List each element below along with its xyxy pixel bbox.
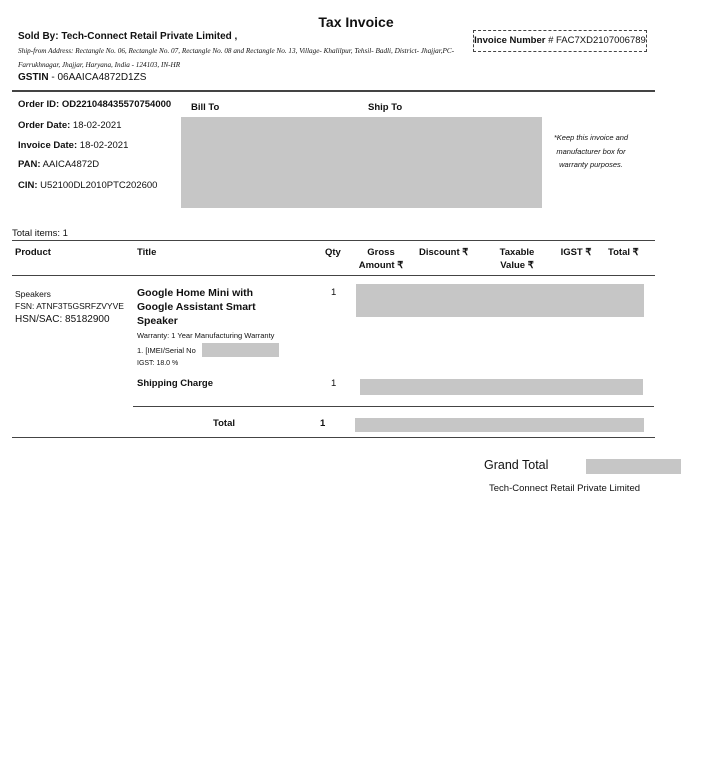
product-title: Google Home Mini with Google Assistant Smart Speaker [137,287,256,327]
col-gross-amount: Gross Amount ₹ [358,247,404,271]
order-id [18,99,171,110]
gstin-label: GSTIN [18,72,49,83]
gstin-value: - 06AAICA4872D1ZS [48,72,147,83]
shipping-amounts-redacted [360,379,643,395]
ship-to-label: Ship To [368,102,403,113]
table-top-rule [12,240,655,241]
order-id-label: Order ID: [18,99,60,110]
total-qty: 1 [320,418,326,429]
table-bottom-rule [12,437,655,438]
address-redacted-block [181,117,542,208]
col-taxable-value: Taxable Value ₹ [499,247,535,271]
product-imei: 1. [IMEI/Serial No [137,346,196,355]
order-date-label: Order Date: [18,120,71,131]
shipping-qty: 1 [331,378,337,389]
warranty-note: *Keep this invoice and manufacturer box for warranty purposes. [553,133,629,169]
cin-label: CIN: [18,180,38,191]
shipping-label: Shipping Charge [137,378,213,389]
company-signature-name: Tech-Connect Retail Private Limited [489,483,641,494]
gstin [18,72,146,83]
product-cell [15,288,124,328]
pan-value: AAICA4872D [42,159,100,170]
grand-total-label: Grand Total [484,458,549,472]
cin-value: U52100DL2010PTC202600 [40,180,158,191]
header-bottom-rule [12,275,655,276]
grand-total-redacted [586,459,681,474]
pan [18,159,99,170]
col-total: Total ₹ [608,247,639,258]
invoice-date-value: 18-02-2021 [79,140,129,151]
product-fsn: FSN: ATNF3T5GSRFZVYVE [15,301,124,311]
bill-to-label: Bill To [191,102,220,113]
invoice-title: Tax Invoice [318,14,394,30]
pan-label: PAN: [18,159,41,170]
total-amounts-redacted [355,418,644,432]
invoice-date [18,140,128,151]
col-qty: Qty [325,247,341,258]
product-name: Speakers [15,289,51,299]
invoice-number-box [473,30,647,52]
ship-from-address: Ship-from Address: Rectangle No. 06, Rectangle No. 07, Rectangle No. 08 and Rectangle No. 13, Village- Khalilpur, Tehsil- Badli, District- Jhajjar,PC- Farrukhnagar, Jhajjar, Haryana, India - 124103, IN-HR [18,47,455,69]
invoice-date-label: Invoice Date: [18,140,78,151]
col-igst: IGST ₹ [560,247,592,258]
total-top-rule [133,406,654,407]
total-items: Total items: 1 [12,228,68,239]
invoice-number-label: Invoice Number [474,35,546,46]
invoice-number-value: # FAC7XD2107006789 [545,35,646,46]
order-date [18,120,122,131]
header-divider [12,90,655,92]
imei-redacted [202,343,279,357]
total-label: Total [213,418,235,429]
product-warranty: Warranty: 1 Year Manufacturing Warranty [137,331,275,340]
product-igst-rate: IGST: 18.0 % [137,360,179,367]
col-product: Product [15,247,51,258]
col-title: Title [137,247,157,258]
row-qty: 1 [331,287,337,298]
cin [18,180,157,191]
order-id-value: OD221048435570754000 [61,99,172,110]
sold-by: Sold By: Tech-Connect Retail Private Limited , [18,31,238,42]
product-hsn: HSN/SAC: 85182900 [15,314,110,325]
col-discount: Discount ₹ [419,247,469,258]
row-amounts-redacted [356,284,644,317]
order-date-value: 18-02-2021 [72,120,122,131]
